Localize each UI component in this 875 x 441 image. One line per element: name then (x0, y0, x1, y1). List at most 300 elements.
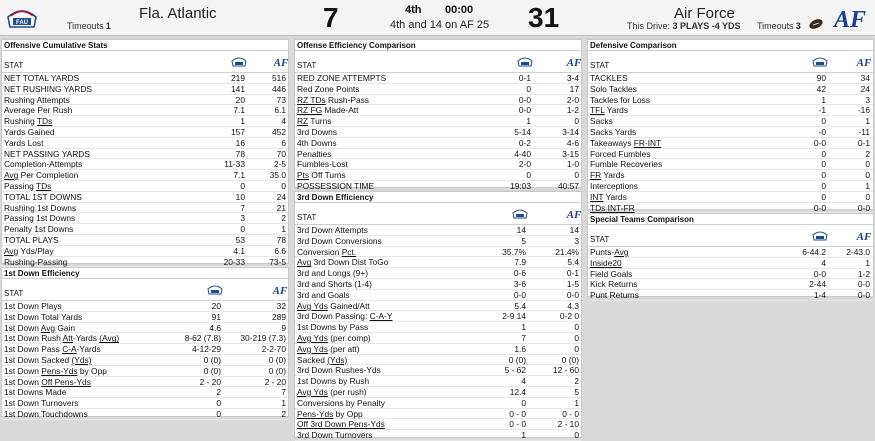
af-value: 73 (276, 94, 286, 105)
fau-value: 0 (240, 180, 245, 191)
af-value: 24 (860, 83, 870, 94)
stat-label: NET RUSHING YARDS (4, 83, 92, 94)
stat-row-net-rushing-yards (2, 84, 288, 95)
fau-value: 0 (216, 398, 221, 409)
af-column-logo-icon (856, 54, 872, 66)
stat-row-penalties (295, 149, 581, 160)
af-value: 1 (865, 116, 870, 127)
football-possession-icon (808, 17, 824, 29)
stat-label: 1st Downs Made (4, 387, 67, 398)
fau-value: 19:03 (510, 180, 531, 191)
panel-title: Special Teams Comparison (588, 214, 873, 225)
fau-value: 141 (231, 83, 245, 94)
stat-label: 3rd Downs (297, 126, 338, 137)
fau-value: 1.6 (514, 343, 526, 354)
stat-row-1st-downs-made (2, 387, 288, 398)
stat-row-sacks-yards (588, 127, 873, 138)
af-column-logo-icon (273, 54, 289, 66)
stat-row-rushing-tds (2, 116, 288, 127)
af-value: 12 - 60 (552, 365, 579, 376)
stat-label: 1st Down Rush Att-Yards (Avg) (4, 333, 120, 344)
af-value: 452 (272, 126, 286, 137)
stat-label: 3rd Down Conversions (297, 235, 382, 246)
stat-label: 1st Down Sacked (Yds) (4, 354, 92, 365)
stat-label: Average Per Rush (4, 105, 73, 116)
fau-value: 5 - 62 (504, 365, 526, 376)
stat-column-label: STAT (590, 235, 610, 244)
offense-efficiency-panel (294, 39, 582, 191)
stat-label: Conversion Pct. (297, 246, 357, 257)
stat-row-1st-downs-by-rush (295, 376, 581, 387)
stat-row-3rd-down-passing-c-a-y (295, 311, 581, 322)
fau-value: 16 (235, 137, 245, 148)
svg-text:AF: AF (856, 231, 872, 241)
stat-row-forced-fumbles (588, 149, 873, 160)
stat-row-punts-avg (588, 247, 873, 258)
fau-value: 1 (521, 430, 526, 441)
stat-row-interceptions (588, 181, 873, 192)
stat-row-yards-lost (2, 138, 288, 149)
stat-column-label: STAT (297, 213, 317, 222)
stat-row-conversions-by-penalty (295, 398, 581, 409)
stat-row-1st-down-sacked-yds (2, 355, 288, 366)
af-value: 14 (569, 225, 579, 235)
svg-text:FAU: FAU (16, 20, 28, 26)
af-column-logo-icon (856, 228, 872, 240)
svg-text:AF: AF (833, 7, 867, 32)
stat-row-1st-down-total-yards (2, 312, 288, 323)
fau-value: 0 - 0 (509, 408, 526, 419)
stat-row-1st-down-avg-gain (2, 323, 288, 334)
stat-label: 1st Down Off Pens-Yds (4, 376, 91, 387)
stat-row-3rd-and-shorts-1-4 (295, 279, 581, 290)
af-value: 0 (865, 191, 870, 202)
panel-title: Defensive Comparison (588, 40, 873, 51)
fau-value: 14 (516, 225, 526, 235)
stat-label: Takeaways FR-INT (590, 137, 662, 148)
fau-value: 7 (240, 202, 245, 213)
af-value: 73-5 (269, 256, 286, 267)
stat-label: 3rd Down Rushes-Yds (297, 365, 381, 376)
stat-row-1st-down-touchdowns (2, 409, 288, 420)
stat-row-conversion-pct (295, 247, 581, 258)
fau-value: 11-33 (224, 159, 245, 170)
fau-value: 7.1 (233, 105, 245, 116)
af-value: 0 (574, 430, 579, 441)
air-force-logo-icon (832, 3, 868, 33)
stat-label: Punts-Avg (590, 247, 629, 257)
af-value: 3 (865, 94, 870, 105)
stat-row-1st-down-plays (2, 301, 288, 312)
af-value: 0 (0) (268, 365, 286, 376)
stat-label: Penalty 1st Downs (4, 224, 74, 235)
af-value: 7 (281, 387, 286, 398)
fau-value: 4 (521, 376, 526, 387)
stat-row-punt-returns (588, 290, 873, 301)
fau-value: 3 (240, 213, 245, 224)
fau-value: 4.6 (209, 322, 221, 333)
stat-label: Rushing 1st Downs (4, 202, 77, 213)
af-value: 0 (0) (561, 354, 579, 365)
stat-row-off-3rd-down-pens-yds (295, 419, 581, 430)
fau-value: 1 (521, 322, 526, 333)
af-value: 0 (0) (268, 354, 286, 365)
fau-value: 0 (0) (203, 354, 221, 365)
stat-row-yards-gained (2, 127, 288, 138)
column-header (295, 51, 581, 73)
fau-value: 0-0 (518, 94, 531, 105)
fau-column-logo-icon (231, 54, 247, 66)
af-value: 0-2 0 (559, 311, 579, 322)
af-value: 17 (569, 83, 579, 94)
af-value: -11 (858, 126, 870, 137)
af-value: -16 (857, 105, 870, 116)
fau-value: 0-0 (813, 268, 826, 279)
fau-value: 7.9 (514, 257, 526, 268)
stat-row-int-yards (588, 192, 873, 203)
stat-label: RED ZONE ATTEMPTS (297, 73, 387, 83)
stat-label: 1st Down Turnovers (4, 398, 79, 409)
stat-label: Rushing Attempts (4, 94, 70, 105)
stat-label: Red Zone Points (297, 83, 360, 94)
af-value: 0 (865, 170, 870, 181)
stat-label: Avg Per Completion (4, 170, 79, 181)
stat-row-3rd-down-turnovers (295, 430, 581, 441)
fau-value: 91 (211, 311, 221, 322)
stat-row-1st-down-pass-c-a-yards (2, 344, 288, 355)
stat-row-pens-yds-by-opp (295, 409, 581, 420)
af-value: 0-1 (857, 137, 870, 148)
stat-row-tds-int-fr (588, 203, 873, 214)
stat-label: RZ Turns (297, 116, 332, 127)
stat-row-field-goals (588, 269, 873, 280)
fau-value: 0 - 0 (509, 419, 526, 430)
stat-label: Penalties (297, 148, 332, 159)
fau-value: 0 (821, 148, 826, 159)
svg-text:AF: AF (856, 57, 872, 67)
af-value: 1-5 (566, 278, 579, 289)
stat-row-3rd-down-rushes-yds (295, 365, 581, 376)
af-value: 4-6 (566, 137, 579, 148)
game-clock: 00:00 (445, 4, 474, 16)
af-value: 0 (574, 116, 579, 127)
home-timeouts: Timeouts 3 (757, 21, 801, 31)
panel-title: 3rd Down Efficiency (295, 192, 581, 203)
stat-row-1st-downs-by-pass (295, 322, 581, 333)
af-value: 2-43.0 (846, 247, 870, 257)
af-value: 5 (574, 386, 579, 397)
column-header (2, 279, 288, 301)
stat-label: Interceptions (590, 180, 638, 191)
stat-label: Off 3rd Down Pens-Yds (297, 419, 385, 430)
af-value: 40:57 (558, 180, 579, 191)
fau-value: 20 (211, 301, 221, 311)
stat-row-3rd-down-conversions (295, 236, 581, 247)
stat-row-3rd-downs (295, 127, 581, 138)
stat-label: 1st Down Plays (4, 301, 62, 311)
fau-value: 0 (821, 191, 826, 202)
stat-row-fumbles-lost (295, 159, 581, 170)
fau-value: 219 (231, 73, 245, 83)
stat-column-label: STAT (4, 61, 24, 70)
af-value: 34 (860, 73, 870, 83)
af-value: 1 (281, 398, 286, 409)
stat-row-solo-tackles (588, 84, 873, 95)
af-value: 1 (865, 180, 870, 191)
af-value: 2 (865, 148, 870, 159)
fau-value: 0-6 (513, 268, 526, 279)
fau-value: 2 (216, 387, 221, 398)
stat-row-net-total-yards (2, 73, 288, 84)
stat-label: Avg Yds (per comp) (297, 332, 371, 343)
fau-value: 4-12-29 (192, 344, 221, 355)
stat-row-sacked-yds (295, 355, 581, 366)
af-value: 5.4 (567, 257, 579, 268)
stat-label: 1st Down Touchdowns (4, 408, 88, 419)
stat-row-avg-yds-play (2, 246, 288, 257)
stat-row-rz-fg-made-att (295, 105, 581, 116)
home-team-name: Air Force (674, 5, 735, 22)
stat-label: Sacks Yards (590, 126, 637, 137)
column-header (588, 225, 873, 247)
af-value: 1-2 (857, 268, 870, 279)
fau-value: 0 (0) (203, 365, 221, 376)
fau-value: 157 (231, 126, 245, 137)
svg-text:AF: AF (566, 57, 582, 67)
stat-label: 3rd Down Turnovers (297, 430, 373, 441)
stat-label: Avg Yds/Play (4, 245, 54, 256)
fau-value: 1-4 (813, 290, 826, 301)
fau-value: 5-14 (514, 126, 531, 137)
stat-label: Completion-Attempts (4, 159, 83, 170)
stat-label: Rushing TDs (4, 116, 53, 127)
fau-value: 0 (521, 397, 526, 408)
af-value: 2 - 20 (264, 376, 286, 387)
panel-title: Offense Efficiency Comparison (295, 40, 581, 51)
fau-value: 20-33 (223, 256, 245, 267)
fau-value: 2-9 14 (502, 311, 526, 322)
stat-row-rushing-1st-downs (2, 203, 288, 214)
stat-row-total-1st-downs (2, 192, 288, 203)
quarter: 4th (405, 4, 422, 16)
af-value: 9 (281, 322, 286, 333)
stat-label: RZ FG Made-Att (297, 105, 359, 116)
stat-row-average-per-rush (2, 105, 288, 116)
stat-row-avg-yds-per-rush (295, 387, 581, 398)
stat-label: Passing 1st Downs (4, 213, 76, 224)
fau-value: 7.1 (233, 170, 245, 181)
fau-value: 3-6 (513, 278, 526, 289)
fau-value: 2-44 (809, 279, 826, 290)
home-score: 31 (528, 2, 560, 33)
stat-row-inside20 (588, 258, 873, 269)
stat-label: NET TOTAL YARDS (4, 73, 80, 83)
stat-label: Tackles for Loss (590, 94, 651, 105)
stat-row-fr-yards (588, 170, 873, 181)
svg-text:AF: AF (272, 285, 288, 295)
stat-label: NET PASSING YARDS (4, 148, 90, 159)
fau-value: 0 (821, 116, 826, 127)
stat-label: 3rd Down Passing: C-A-Y (297, 311, 393, 322)
fau-value: 2 - 20 (199, 376, 221, 387)
stat-label: Avg 3rd Down Dist ToGo (297, 257, 389, 268)
away-team-name: Fla. Atlantic (139, 5, 217, 22)
stat-row-passing-1st-downs (2, 213, 288, 224)
stat-label: 4th Downs (297, 137, 337, 148)
stat-row-fumble-recoveries (588, 159, 873, 170)
af-value: 0 - 0 (562, 408, 579, 419)
af-value: 24 (276, 191, 286, 202)
af-value: 0-0 (857, 202, 870, 213)
stat-row-3rd-and-longs-9 (295, 268, 581, 279)
af-value: 0 (574, 332, 579, 343)
stat-label: Pts Off Turns (297, 170, 346, 181)
stat-row-rushing-attempts (2, 95, 288, 106)
special-teams-comparison-panel (587, 213, 874, 301)
stat-label: 1st Down Avg Gain (4, 322, 76, 333)
fau-value: 35.7% (502, 246, 526, 257)
af-value: 21.4% (555, 246, 579, 257)
af-value: 2 (574, 376, 579, 387)
af-value: 0 (574, 322, 579, 333)
fau-value: 7 (521, 332, 526, 343)
fau-value: 4-40 (514, 148, 531, 159)
fau-value: 90 (816, 73, 826, 83)
stat-row-total-plays (2, 235, 288, 246)
fau-value: 78 (235, 148, 245, 159)
fau-value: 0-0 (813, 137, 826, 148)
af-value: 0-0 (857, 279, 870, 290)
fau-value: 1 (821, 94, 826, 105)
fau-value: 0 (216, 408, 221, 419)
af-value: 446 (272, 83, 286, 94)
fau-value: 6-44.2 (802, 247, 826, 257)
af-value: 1 (281, 224, 286, 235)
stat-row-1st-down-turnovers (2, 398, 288, 409)
fau-value: 53 (235, 234, 245, 245)
stat-row-takeaways-fr-int (588, 138, 873, 149)
stat-row-passing-tds (2, 181, 288, 192)
stat-label: 3rd Down Attempts (297, 225, 368, 235)
stat-label: Avg Yds (per att) (297, 343, 360, 354)
fau-value: 0-1 (518, 73, 531, 83)
fau-value: -1 (818, 105, 826, 116)
stat-row-completion-attempts (2, 159, 288, 170)
stat-label: Yards Gained (4, 126, 55, 137)
stat-row-3rd-down-attempts (295, 225, 581, 236)
stat-label: Solo Tackles (590, 83, 637, 94)
defensive-comparison-panel (587, 39, 874, 213)
panel-title: Offensive Cumulative Stats (2, 40, 288, 51)
af-column-logo-icon (566, 206, 582, 218)
fau-value: 0 (526, 83, 531, 94)
fau-value: 0-0 (518, 105, 531, 116)
af-value: 516 (272, 73, 286, 83)
af-value: 0 (281, 180, 286, 191)
stat-row-avg-yds-per-att (295, 344, 581, 355)
stat-label: 3rd and Longs (9+) (297, 268, 369, 279)
stat-label: Avg Yds Gained/Att (297, 300, 370, 311)
fau-value: 2-0 (518, 159, 531, 170)
af-value: 3 (574, 235, 579, 246)
af-value: 3-14 (562, 126, 579, 137)
af-value: 0 (574, 343, 579, 354)
fau-value: 10 (235, 191, 245, 202)
af-value: 3-15 (562, 148, 579, 159)
away-score: 7 (323, 2, 339, 33)
stat-label: Pens-Yds by Opp (297, 408, 363, 419)
stat-label: 1st Down Total Yards (4, 311, 83, 322)
svg-text:AF: AF (273, 57, 289, 67)
fau-value: 12.4 (509, 386, 526, 397)
stat-label: Punt Returns (590, 290, 639, 301)
fau-value: 1 (526, 116, 531, 127)
scoreboard-header (0, 0, 875, 36)
fau-column-logo-icon (512, 206, 528, 218)
stat-label: 1st Down Pens-Yds by Opp (4, 365, 107, 376)
stat-column-label: STAT (590, 61, 610, 70)
af-value: 35.0 (269, 170, 286, 181)
fau-value: 4 (821, 257, 826, 268)
fau-value: 0-2 (518, 137, 531, 148)
af-value: 1-2 (566, 105, 579, 116)
stat-row-penalty-1st-downs (2, 224, 288, 235)
fau-value: 0 (526, 170, 531, 181)
stat-label: Forced Fumbles (590, 148, 651, 159)
af-value: 6.1 (274, 105, 286, 116)
column-header (295, 203, 581, 225)
drive-summary: This Drive: 3 PLAYS -4 YDS (627, 21, 741, 31)
stat-label: TACKLES (590, 73, 628, 83)
stat-label: Passing TDs (4, 180, 52, 191)
af-value: 0-1 (566, 268, 579, 279)
stat-label: Yards Lost (4, 137, 44, 148)
stat-row-kick-returns (588, 279, 873, 290)
af-value: 2-2-70 (261, 344, 286, 355)
af-value: 30-219 (7.3) (240, 333, 286, 344)
stat-label: 3rd and Goals (297, 289, 350, 300)
stat-column-label: STAT (4, 289, 24, 298)
stat-row-sacks (588, 116, 873, 127)
down-and-distance: 4th and 14 on AF 25 (390, 19, 490, 31)
af-value: 289 (272, 311, 286, 322)
fau-value: 0 (821, 159, 826, 170)
af-value: 21 (276, 202, 286, 213)
stat-label: RZ TDs Rush-Pass (297, 94, 369, 105)
af-value: 78 (276, 234, 286, 245)
stat-row-rz-turns (295, 116, 581, 127)
fau-value: 0 (821, 180, 826, 191)
fau-value: 0 (240, 224, 245, 235)
stat-label: TOTAL PLAYS (4, 234, 59, 245)
svg-text:AF: AF (566, 209, 582, 219)
stat-label: Conversions by Penalty (297, 397, 385, 408)
first-down-efficiency-panel (1, 267, 289, 417)
fau-column-logo-icon (517, 54, 533, 66)
third-down-efficiency-panel (294, 191, 582, 441)
stat-row-tfl-yards (588, 105, 873, 116)
af-column-logo-icon (272, 282, 288, 294)
af-value: 2-0 (566, 94, 579, 105)
stat-row-1st-down-rush-att-yards-avg (2, 333, 288, 344)
column-header (588, 51, 873, 73)
af-column-logo-icon (566, 54, 582, 66)
stat-label: Fumble Recoveries (590, 159, 663, 170)
af-value: 4 (281, 116, 286, 127)
stat-row-avg-yds-per-comp (295, 333, 581, 344)
fau-value: 0-0 (813, 202, 826, 213)
stat-row-1st-down-pens-yds-by-opp (2, 366, 288, 377)
